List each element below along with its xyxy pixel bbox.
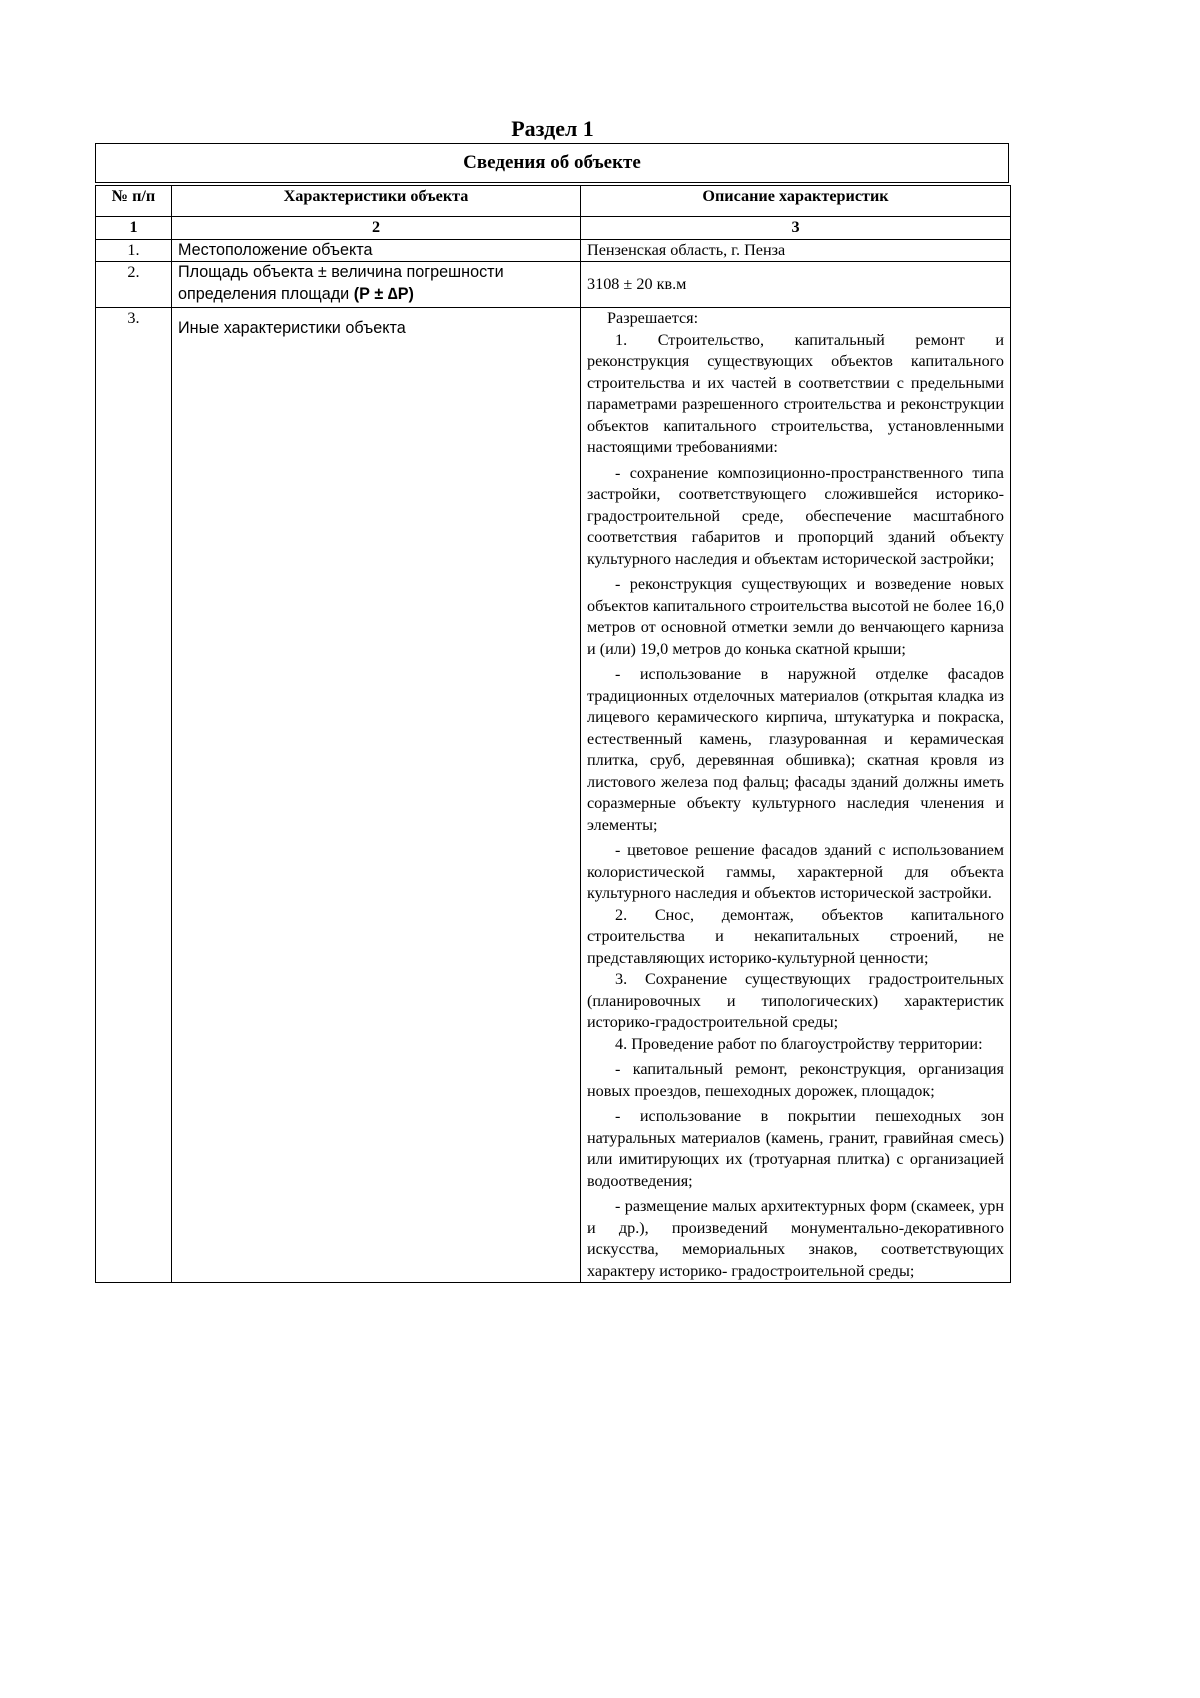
row-description-paragraphs [581, 308, 1011, 1283]
paragraph: - капитальный ремонт, реконструкция, организация новых проездов, пешеходных дорожек, площадок; [587, 1060, 1004, 1100]
paragraph: - использование в наружной отделке фасадов традиционных отделочных материалов (открытая кладка из лицевого керамического кирпича, штукатурка и покраска, естественный камень, глазурованная и керамическая плитка, сруб, деревянная обшивка); скатная кровля из листового железа под фальц; фасады зданий должны иметь соразмерные объекту культурного наследия членения и элементы; [587, 665, 1004, 834]
paragraph: - размещение малых архитектурных форм (скамеек, урн и др.), произведений монументально-декоративного искусства, мемориальных знаков, соответствующих характеру историко- градостроительной среды; [587, 1197, 1004, 1280]
header-description: Описание характеристик [581, 186, 1011, 217]
row-characteristic: Местоположение объекта [172, 239, 581, 262]
section-title: Сведения об объекте [95, 143, 1009, 183]
row-number: 2. [96, 262, 172, 308]
row-characteristic-formula: (Р ± ∆Р) [353, 284, 414, 303]
paragraph: 3. Сохранение существующих градостроительных (планировочных и типологических) характеристик историко-градостроительной среды; [587, 970, 1004, 1031]
row-characteristic-text: Площадь объекта ± величина погрешности определения площади [178, 263, 504, 303]
row-characteristic [172, 262, 581, 308]
header-number: № п/п [96, 186, 172, 217]
row-number: 1. [96, 239, 172, 262]
table-header-row [96, 186, 1011, 217]
row-description: 3108 ± 20 кв.м [581, 262, 1011, 308]
paragraph: 4. Проведение работ по благоустройству территории: [615, 1034, 983, 1053]
header-characteristic: Характеристики объекта [172, 186, 581, 217]
table-row [96, 308, 1011, 1283]
object-info-table [95, 185, 1011, 1283]
paragraph: 2. Снос, демонтаж, объектов капитального строительства и некапитальных строений, не представляющих историко-культурной ценности; [587, 905, 1004, 967]
paragraph: - сохранение композиционно-пространственного типа застройки, соответствующего сложившейся историко-градостроительной среде, обеспечение масштабного соответствия габаритов и пропорций зданий объекту культурного наследия и объектам исторической застройки; [587, 463, 1004, 568]
column-number-row [96, 217, 1011, 240]
paragraph: - использование в покрытии пешеходных зон натуральных материалов (камень, гранит, гравийная смесь) или имитирующих их (тротуарная плитка) с организацией водоотведения; [587, 1107, 1004, 1190]
column-number: 2 [172, 217, 581, 240]
paragraph: Разрешается: [607, 309, 699, 327]
row-description: Пензенская область, г. Пенза [581, 239, 1011, 262]
paragraph: - реконструкция существующих и возведение новых объектов капитального строительства высотой не более 16,0 метров от основной отметки земли до венчающего карниза и (или) 19,0 метров до конька скатной крыши; [587, 575, 1004, 658]
column-number: 1 [96, 217, 172, 240]
paragraph: - цветовое решение фасадов зданий с использованием колористической гаммы, характерной для объекта культурного наследия и объектов исторической застройки. [587, 841, 1004, 902]
table-row [96, 239, 1011, 262]
table-row [96, 262, 1011, 308]
row-characteristic: Иные характеристики объекта [172, 308, 581, 1283]
page-title: Раздел 1 [511, 116, 594, 141]
column-number: 3 [581, 217, 1011, 240]
paragraph: 1. Строительство, капитальный ремонт и реконструкция существующих объектов капитального строительства и их частей в соответствии с предельными параметрами разрешенного строительства и реконструкции объектов капитального строительства, установленными настоящими требованиями: [587, 330, 1004, 456]
row-number: 3. [96, 308, 172, 1283]
